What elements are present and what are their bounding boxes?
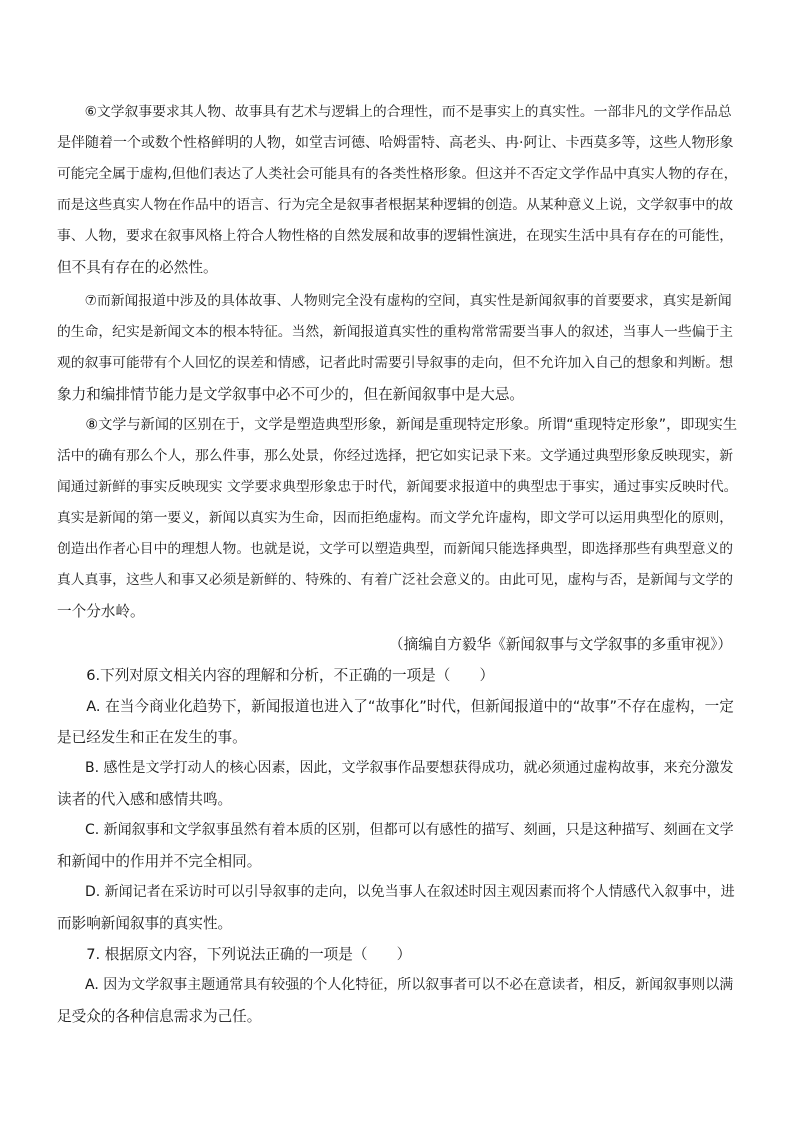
option-a-cont: 是已经发生和正在发生的事。	[57, 729, 247, 746]
text-line: 一个分水岭。	[57, 603, 145, 620]
text-line: ⑥文学叙事要求其人物、故事具有艺术与逻辑上的合理性，而不是事实上的真实性。一部非凡的文学作品总	[57, 104, 732, 120]
option-a: A. 在当今商业化趋势下，新闻报道也进入了“故事化”时代，但新闻报道中的“故事”不存在虚构，一定	[57, 698, 734, 715]
paragraph-7	[57, 286, 740, 410]
text-line: 的生命，纪实是新闻文本的根本特征。当然，新闻报道真实性的重构常常需要当事人的叙述，当事人一些偏于主	[57, 324, 734, 340]
text-line: 可能完全属于虚构,但他们表达了人类社会可能具有的各类性格形象。但这并不否定文学作品中真实人物的存在，	[57, 166, 738, 182]
text-line: 活中的确有那么个人，那么件事，那么处景，你经过选择，把它如实记录下来。文学通过典型形象反映现实，新	[57, 448, 734, 464]
text-line: 象力和编排情节能力是文学叙事中必不可少的，但在新闻叙事中是大忌。	[57, 386, 525, 403]
option-a-cont: 足受众的各种信息需求为己任。	[57, 1008, 262, 1025]
paragraph-8	[57, 410, 740, 627]
source-citation: （摘编自方毅华《新闻叙事与文学叙事的多重审视》）	[389, 636, 732, 653]
option-c: C. 新闻叙事和文学叙事虽然有着本质的区别，但都可以有感性的描写、刻画，只是这种描写、刻画在文学	[57, 822, 734, 838]
text-line: 真人真事，这些人和事又必须是新鲜的、特殊的、有着广泛社会意义的。由此可见，虚构与否，是新闻与文学的	[57, 572, 734, 588]
text-line: 是伴随着一个或数个性格鲜明的人物，如堂吉诃德、哈姆雷特、高老头、冉·阿让、卡西莫多等，这些人物形象	[57, 135, 734, 151]
text-line: 观的叙事可能带有个人回忆的误差和情感，记者此时需要引导叙事的走向，但不允许加入自己的想象和判断。想	[57, 355, 734, 371]
question-stem: 6.下列对原文相关内容的理解和分析，不正确的一项是（ ）	[57, 667, 495, 684]
text-line: 事、人物，要求在叙事风格上符合人物性格的自然发展和故事的逻辑性演进，在现实生活中具有存在的可能性，	[57, 228, 734, 244]
text-line: 闻通过新鲜的事实反映现实 文学要求典型形象忠于时代，新闻要求报道中的典型忠于事实，通过事实反映时代。	[57, 479, 738, 495]
question-6	[57, 660, 740, 939]
option-c-cont: 和新闻中的作用并不完全相同。	[57, 853, 262, 870]
text-line: 而是这些真实人物在作品中的语言、行为完全是叙事者根据某种逻辑的创造。从某种意义上说，文学叙事中的故	[57, 197, 734, 213]
text-line: 真实是新闻的第一要义，新闻以真实为生命，因而拒绝虚构。而文学允许虚构，即文学可以运用典型化的原则，	[57, 510, 734, 526]
option-d: D. 新闻记者在采访时可以引导叙事的走向，以免当事人在叙述时因主观因素而将个人情感代入叙事中，进	[57, 884, 735, 900]
paragraph-6	[57, 97, 740, 283]
option-b-cont: 读者的代入感和感情共鸣。	[57, 791, 233, 808]
text-line: 创造出作者心目中的理想人物。也就是说，文学可以塑造典型，而新闻只能选择典型，即选择那些有典型意义的	[57, 541, 734, 557]
question-stem: 7. 根据原文内容，下列说法正确的一项是（ ）	[57, 946, 412, 963]
option-d-cont: 而影响新闻叙事的真实性。	[57, 915, 233, 932]
text-line: ⑦而新闻报道中涉及的具体故事、人物则完全没有虚构的空间，真实性是新闻叙事的首要要求，真实是新闻	[57, 293, 732, 309]
option-a: A. 因为文学叙事主题通常具有较强的个人化特征，所以叙事者可以不必在意读者，相反，新闻叙事则以满	[57, 977, 734, 993]
text-line: 但不具有存在的必然性。	[57, 259, 218, 276]
option-b: B. 感性是文学打动人的核心因素，因此，文学叙事作品要想获得成功，就必须通过虚构故事，来充分激发	[57, 760, 734, 776]
text-line: ⑧文学与新闻的区别在于，文学是塑造典型形象，新闻是重现特定形象。所谓“重现特定形象”，即现实生	[57, 417, 738, 433]
question-7	[57, 939, 740, 1032]
